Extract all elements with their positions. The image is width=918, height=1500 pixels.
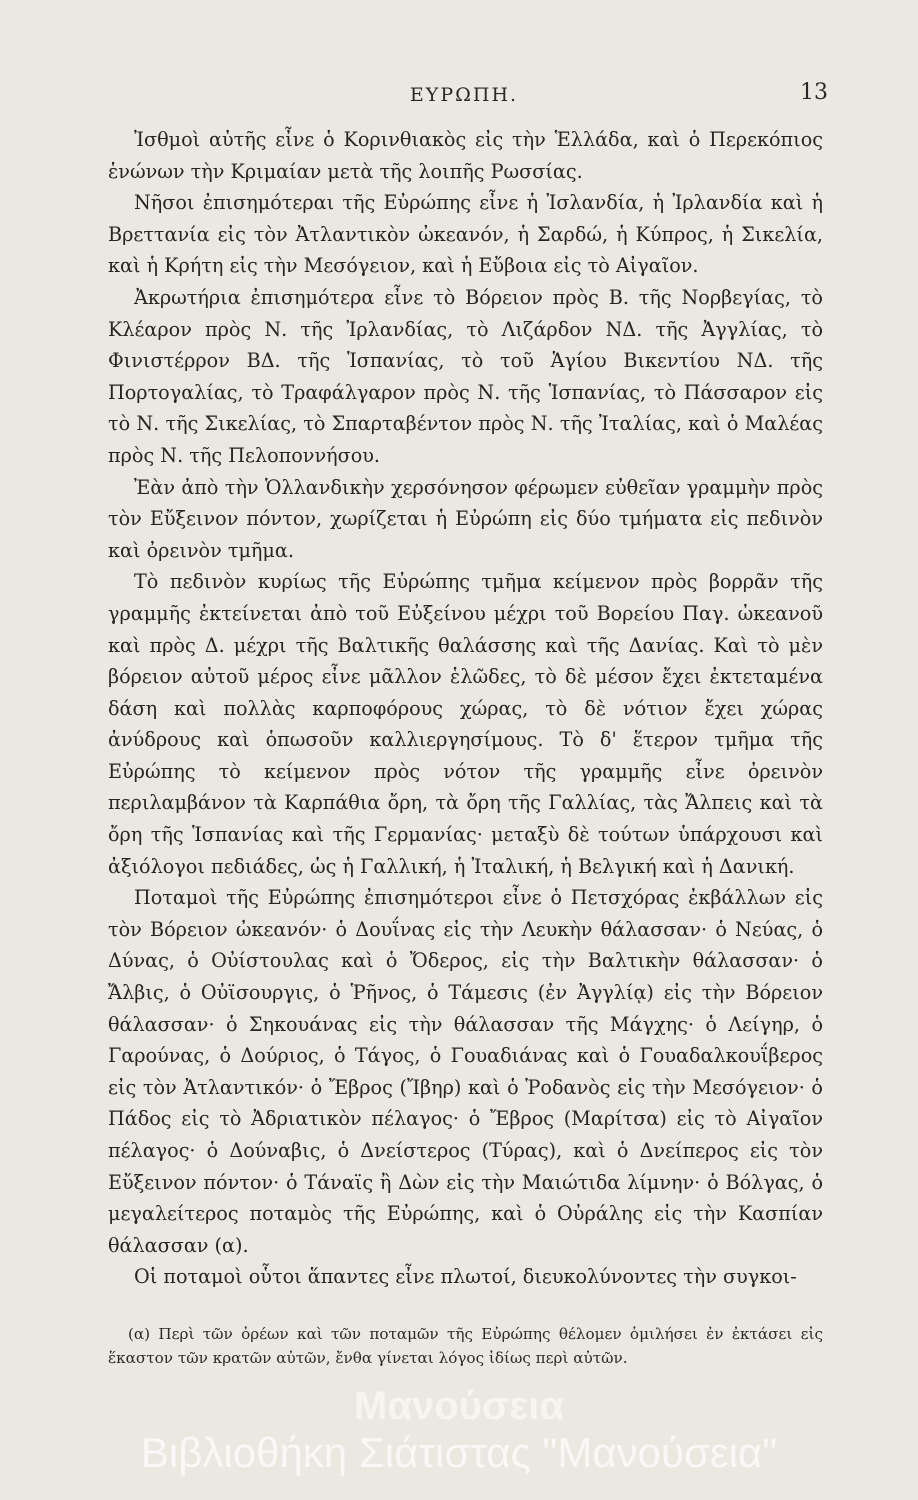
paragraph-capes: Ἀκρωτήρια ἐπισημότερα εἶνε τὸ Βόρειον πρὸς Β. τῆς Νορβεγίας, τὸ Κλέαρον πρὸς Ν. τῆς Ἰρλανδίας, τὸ Λιζάρδον ΝΔ. τῆς Ἀγγλίας, τὸ Φινιστέρρον ΒΔ. τῆς Ἱσπανίας, τὸ τοῦ Ἁγίου Βικεντίου ΝΔ. τῆς Πορτογαλίας, τὸ Τραφάλγαρον πρὸς Ν. τῆς Ἱσπανίας, τὸ Πάσσαρον εἰς τὸ Ν. τῆς Σικελίας, τὸ Σπαρταβέντον πρὸς Ν. τῆς Ἰταλίας, καὶ ὁ Μαλέας πρὸς Ν. τῆς Πελοποννήσου. <box>108 285 823 467</box>
paragraph-plains: Τὸ πεδινὸν κυρίως τῆς Εὐρώπης τμῆμα κείμενον πρὸς βορρᾶν τῆς γραμμῆς ἐκτείνεται ἀπὸ τοῦ Εὐξείνου μέχρι τοῦ Βορείου Παγ. ὠκεανοῦ καὶ πρὸς Δ. μέχρι τῆς Βαλτικῆς θαλάσσης καὶ τῆς Δανίας. Καὶ τὸ μὲν βόρειον αὐτοῦ μέρος εἶνε μᾶλλον ἑλῶδες, τὸ δὲ μέσον ἔχει ἐκτεταμένα δάση καὶ πολλὰς καρποφόρους χώρας, τὸ δὲ νότιον ἔχει χώρας ἀνύδρους καὶ ὁπωσοῦν καλλιεργησίμους. Τὸ δ' ἕτερον τμῆμα τῆς Εὐρώπης τὸ κείμενον πρὸς νότον τῆς γραμμῆς εἶνε ὀρεινὸν περιλαμβάνον τὰ Καρπάθια ὄρη, τὰ ὄρη τῆς Γαλλίας, τὰς Ἄλπεις καὶ τὰ ὄρη τῆς Ἱσπανίας καὶ τῆς Γερμανίας· μεταξὺ δὲ τούτων ὑπάρχουσι καὶ ἀξιόλογοι πεδιάδες, ὡς ἡ Γαλλική, ἡ Ἰταλική, ἡ Βελγική καὶ ἡ Δανική. <box>108 570 823 878</box>
watermark-line-1: Μανούσεια <box>354 1384 564 1428</box>
paragraph-islands: Νῆσοι ἐπισημότεραι τῆς Εὐρώπης εἶνε ἡ Ἰσλανδία, ἡ Ἰρλανδία καὶ ἡ Βρεττανία εἰς τὸν Ἀτλαντικὸν ὠκεανόν, ἡ Σαρδώ, ἡ Κύπρος, ἡ Σικελία, καὶ ἡ Κρήτη εἰς τὴν Μεσόγειον, καὶ ἡ Εὔβοια εἰς τὸ Αἰγαῖον. <box>108 191 823 278</box>
library-watermark <box>0 1384 918 1484</box>
paragraph-navigable: Οἱ ποταμοὶ οὗτοι ἅπαντες εἶνε πλωτοί, διευκολύνοντες τὴν συγκοι- <box>134 1265 797 1289</box>
footnote: (α) Περὶ τῶν ὀρέων καὶ τῶν ποταμῶν τῆς Εὐρώπης θέλομεν ὁμιλήσει ἐν ἐκτάσει εἰς ἕκαστον τῶν κρατῶν αὐτῶν, ἔνθα γίνεται λόγος ἰδίως περὶ αὐτῶν. <box>108 1325 823 1367</box>
body-text <box>108 124 823 1293</box>
paragraph-rivers: Ποταμοὶ τῆς Εὐρώπης ἐπισημότεροι εἶνε ὁ Πετσχόρας ἐκβάλλων εἰς τὸν Βόρειον ὠκεανόν· ὁ Δουΐνας εἰς τὴν Λευκὴν θάλασσαν· ὁ Νεύας, ὁ Δύνας, ὁ Οὐίστουλας καὶ ὁ Ὄδερος, εἰς τὴν Βαλτικὴν θάλασσαν· ὁ Ἄλβις, ὁ Οὐϊσουργις, ὁ Ῥῆνος, ὁ Τάμεσις (ἐν Ἀγγλίᾳ) εἰς τὴν Βόρειον θάλασσαν· ὁ Σηκουάνας εἰς τὴν θάλασσαν τῆς Μάγχης· ὁ Λείγηρ, ὁ Γαρούνας, ὁ Δούριος, ὁ Τάγος, ὁ Γουαδιάνας καὶ ὁ Γουαδαλκουΐβερος εἰς τὸν Ἀτλαντικόν· ὁ Ἔβρος (Ἴβηρ) καὶ ὁ Ῥοδανὸς εἰς τὴν Μεσόγειον· ὁ Πάδος εἰς τὸ Ἀδριατικὸν πέλαγος· ὁ Ἔβρος (Μαρίτσα) εἰς τὸ Αἰγαῖον πέλαγος· ὁ Δούναβις, ὁ Δνείστερος (Τύρας), καὶ ὁ Δνείπερος εἰς τὸν Εὔξεινον πόντον· ὁ Τάναϊς ἢ Δὼν εἰς τὴν Μαιώτιδα λίμνην· ὁ Βόλγας, ὁ μεγαλείτερος ποταμὸς τῆς Εὐρώπης, καὶ ὁ Οὐράλης εἰς τὴν Κασπίαν θάλασσαν (α). <box>108 886 823 1257</box>
paragraph-isthmuses: Ἰσθμοὶ αὐτῆς εἶνε ὁ Κορινθιακὸς εἰς τὴν Ἑλλάδα, καὶ ὁ Περεκόπιος ἑνώνων τὴν Κριμαίαν μετὰ τῆς λοιπῆς Ρωσσίας. <box>108 128 823 183</box>
watermark-line-2: Βιβλιοθήκη Σιάτιστας "Μανούσεια" <box>140 1429 778 1476</box>
paragraph-division: Ἐὰν ἀπὸ τὴν Ὁλλανδικὴν χερσόνησον φέρωμεν εὐθεῖαν γραμμὴν πρὸς τὸν Εὔξεινον πόντον, χωρίζεται ἡ Εὐρώπη εἰς δύο τμήματα εἰς πεδινὸν καὶ ὀρεινὸν τμῆμα. <box>108 475 823 562</box>
running-title: ΕΥΡΩΠΗ. <box>409 84 519 106</box>
page-number: 13 <box>800 80 828 105</box>
page-header <box>100 80 828 114</box>
